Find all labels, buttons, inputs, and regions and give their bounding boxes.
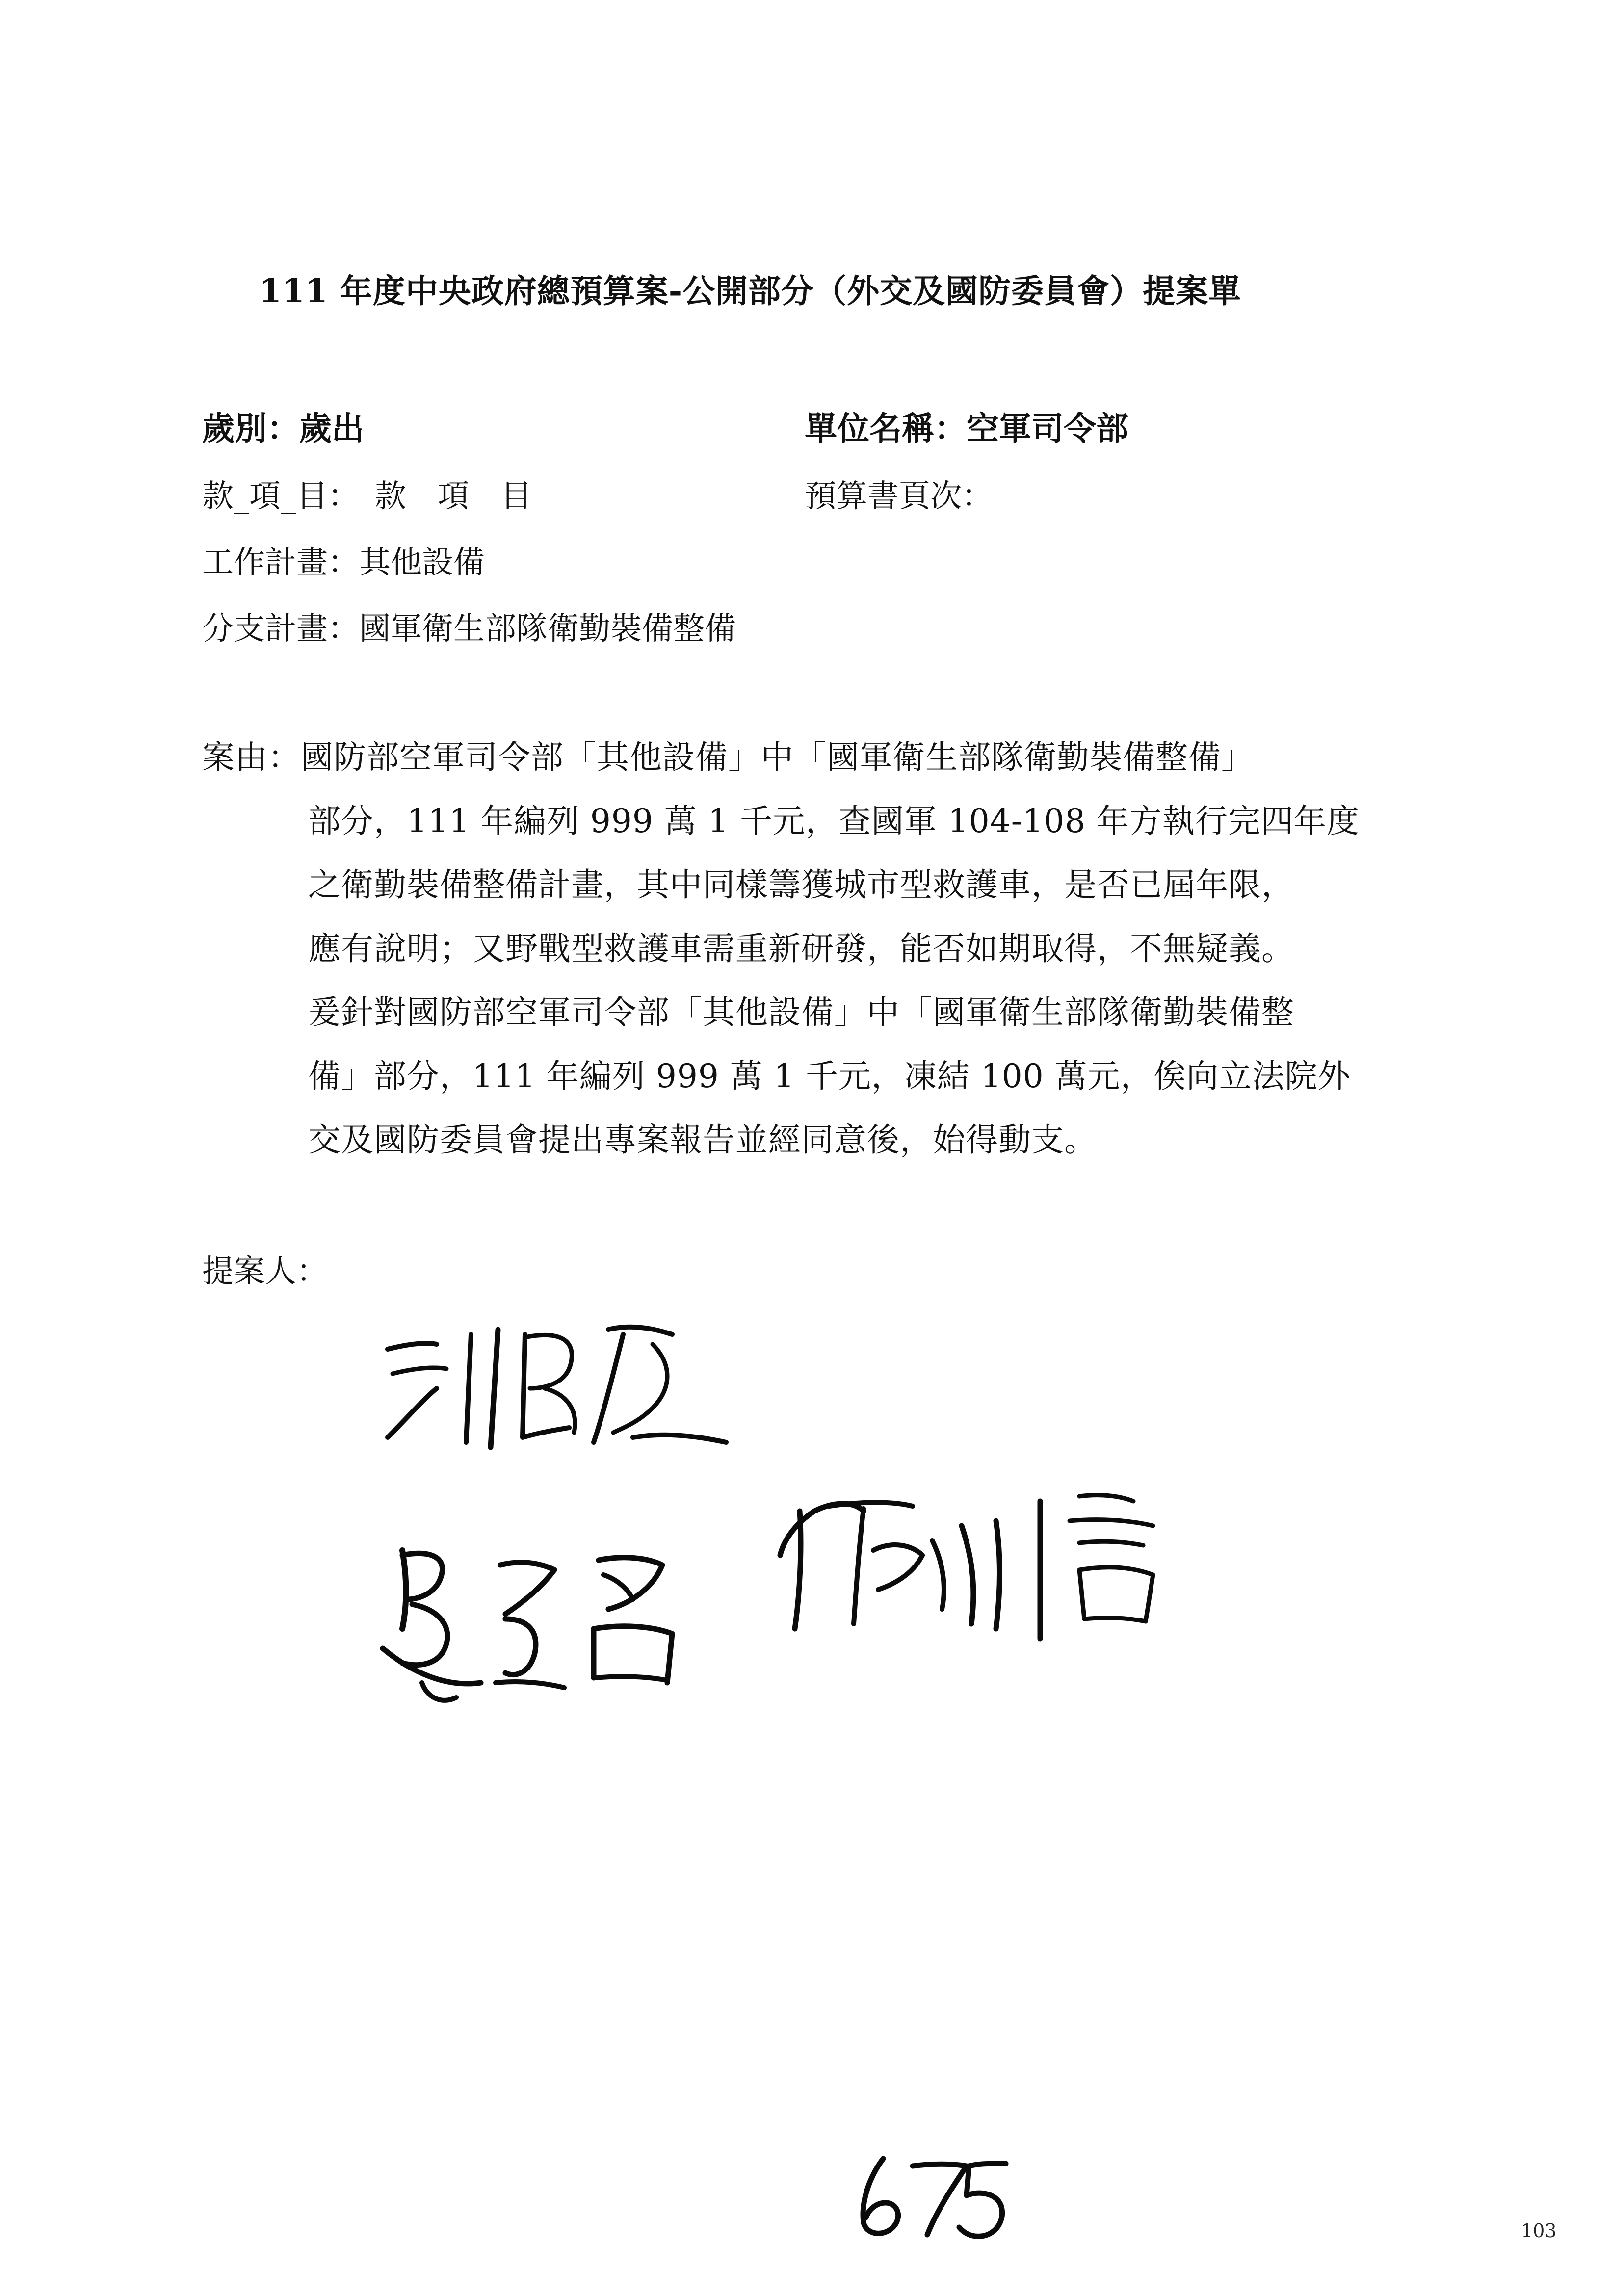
page-number-handwritten [849, 2149, 1016, 2242]
corner-mark: 103 [1521, 2220, 1557, 2242]
proposer-label: 提案人： [202, 1253, 328, 1290]
reason-line: 案由：國防部空軍司令部「其他設備」中「國軍衛生部隊衛勤裝備整備」 [202, 738, 1254, 776]
item-field: 款_項_目： 款 項 目 [202, 478, 532, 515]
reason-line: 部分，111 年編列 999 萬 1 千元，查國軍 104-108 年方執行完四年度 [308, 802, 1360, 840]
handwritten-signature-3 [765, 1482, 1187, 1648]
work-plan-field: 工作計畫：其他設備 [202, 545, 485, 581]
document-title: 111 年度中央政府總預算案-公開部分（外交及國防委員會）提案單 [259, 272, 1242, 310]
reason-line: 交及國防委員會提出專案報告並經同意後，始得動支。 [308, 1121, 1097, 1159]
handwritten-signature-2 [373, 1536, 707, 1712]
reason-line: 應有說明；又野戰型救護車需重新研發，能否如期取得，不無疑義。 [308, 930, 1294, 967]
reason-line: 備」部分，111 年編列 999 萬 1 千元，凍結 100 萬元，俟向立法院外 [308, 1057, 1351, 1095]
sub-plan-field: 分支計畫：國軍衛生部隊衛勤裝備整備 [202, 611, 736, 647]
reason-line: 之衛勤裝備整備計畫，其中同樣籌獲城市型救護車，是否已屆年限， [308, 866, 1294, 904]
unit-field: 單位名稱：空軍司令部 [805, 409, 1128, 447]
category-field: 歲別：歲出 [202, 409, 364, 447]
reason-line: 爰針對國防部空軍司令部「其他設備」中「國軍衛生部隊衛勤裝備整 [308, 993, 1294, 1031]
budget-page-field: 預算書頁次： [805, 478, 993, 515]
handwritten-signature-1 [378, 1315, 751, 1482]
